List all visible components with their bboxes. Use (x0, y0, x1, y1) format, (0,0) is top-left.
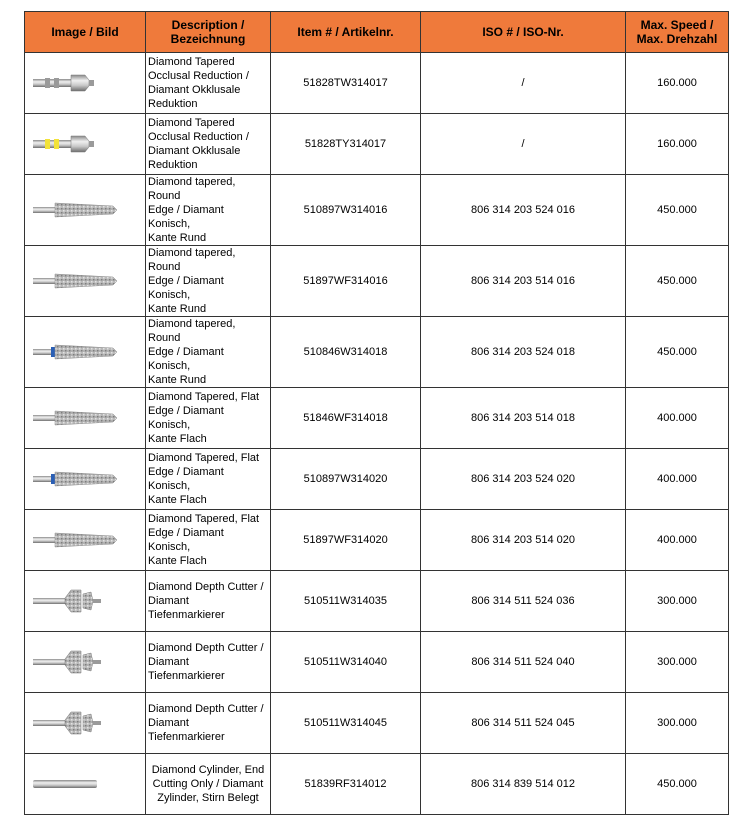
row-item-number: 510897W314020 (271, 449, 421, 510)
row-iso-number: 806 314 511 524 040 (421, 632, 626, 693)
row-image-cell (25, 449, 146, 510)
row-max-speed: 400.000 (626, 510, 729, 571)
row-iso-number: 806 314 203 514 016 (421, 246, 626, 317)
table-row (25, 175, 729, 246)
row-iso-number: / (421, 114, 626, 175)
row-image-cell (25, 53, 146, 114)
row-image-cell (25, 754, 146, 815)
diamond-tapered-bur-icon (25, 510, 145, 570)
depth-cutter-bur-icon (25, 632, 145, 692)
diamond-tapered-bur-icon (25, 180, 145, 240)
abutment-tool-grey-rings-icon (25, 53, 145, 113)
row-max-speed: 160.000 (626, 114, 729, 175)
product-table (24, 11, 729, 815)
row-description: Diamond Tapered, Flat Edge / Diamant Konisch, Kante Flach (146, 388, 271, 449)
row-image-cell (25, 246, 146, 317)
diamond-tapered-bur-blue-ring-icon (25, 322, 145, 382)
row-iso-number: 806 314 203 524 020 (421, 449, 626, 510)
table-row (25, 754, 729, 815)
row-description: Diamond Tapered Occlusal Reduction / Diamant Okklusale Reduktion (146, 114, 271, 175)
depth-cutter-bur-icon (25, 693, 145, 753)
header-image: Image / Bild (25, 12, 146, 53)
row-description: Diamond Depth Cutter / Diamant Tiefenmarkierer (146, 632, 271, 693)
row-max-speed: 300.000 (626, 571, 729, 632)
header-description: Description / Bezeichnung (146, 12, 271, 53)
row-item-number: 510846W314018 (271, 317, 421, 388)
row-description: Diamond Cylinder, End Cutting Only / Diamant Zylinder, Stirn Belegt (146, 754, 271, 815)
row-item-number: 510511W314035 (271, 571, 421, 632)
table-row (25, 53, 729, 114)
row-item-number: 51846WF314018 (271, 388, 421, 449)
diamond-tapered-bur-icon (25, 251, 145, 311)
row-iso-number: 806 314 511 524 036 (421, 571, 626, 632)
row-max-speed: 450.000 (626, 754, 729, 815)
row-item-number: 51897WF314020 (271, 510, 421, 571)
header-iso: ISO # / ISO-Nr. (421, 12, 626, 53)
row-max-speed: 400.000 (626, 388, 729, 449)
row-item-number: 51897WF314016 (271, 246, 421, 317)
row-item-number: 51828TY314017 (271, 114, 421, 175)
row-max-speed: 450.000 (626, 246, 729, 317)
row-item-number: 510511W314045 (271, 693, 421, 754)
table-row (25, 449, 729, 510)
row-description: Diamond Tapered Occlusal Reduction / Diamant Okklusale Reduktion (146, 53, 271, 114)
row-description: Diamond tapered, Round Edge / Diamant Konisch, Kante Rund (146, 317, 271, 388)
diamond-tapered-bur-blue-ring-icon (25, 449, 145, 509)
row-item-number: 51828TW314017 (271, 53, 421, 114)
table-row (25, 317, 729, 388)
table-row (25, 510, 729, 571)
row-image-cell (25, 632, 146, 693)
row-iso-number: / (421, 53, 626, 114)
row-iso-number: 806 314 203 524 016 (421, 175, 626, 246)
row-iso-number: 806 314 839 514 012 (421, 754, 626, 815)
row-max-speed: 300.000 (626, 693, 729, 754)
diamond-cylinder-bur-icon (25, 754, 145, 814)
row-image-cell (25, 114, 146, 175)
row-iso-number: 806 314 203 524 018 (421, 317, 626, 388)
row-description: Diamond Tapered, Flat Edge / Diamant Konisch, Kante Flach (146, 510, 271, 571)
table-row (25, 388, 729, 449)
row-iso-number: 806 314 203 514 018 (421, 388, 626, 449)
header-speed: Max. Speed / Max. Drehzahl (626, 12, 729, 53)
row-image-cell (25, 175, 146, 246)
row-item-number: 51839RF314012 (271, 754, 421, 815)
table-row (25, 693, 729, 754)
row-max-speed: 300.000 (626, 632, 729, 693)
row-item-number: 510897W314016 (271, 175, 421, 246)
row-max-speed: 450.000 (626, 317, 729, 388)
table-row (25, 246, 729, 317)
row-description: Diamond tapered, Round Edge / Diamant Konisch, Kante Rund (146, 246, 271, 317)
row-description: Diamond Depth Cutter / Diamant Tiefenmarkierer (146, 571, 271, 632)
depth-cutter-bur-icon (25, 571, 145, 631)
row-image-cell (25, 510, 146, 571)
row-item-number: 510511W314040 (271, 632, 421, 693)
row-description: Diamond Tapered, Flat Edge / Diamant Konisch, Kante Flach (146, 449, 271, 510)
row-image-cell (25, 693, 146, 754)
header-row (25, 12, 729, 53)
table-row (25, 114, 729, 175)
abutment-tool-yellow-rings-icon (25, 114, 145, 174)
table-row (25, 571, 729, 632)
row-image-cell (25, 317, 146, 388)
row-description: Diamond tapered, Round Edge / Diamant Konisch, Kante Rund (146, 175, 271, 246)
table-row (25, 632, 729, 693)
row-image-cell (25, 571, 146, 632)
row-max-speed: 450.000 (626, 175, 729, 246)
row-image-cell (25, 388, 146, 449)
row-iso-number: 806 314 203 514 020 (421, 510, 626, 571)
row-iso-number: 806 314 511 524 045 (421, 693, 626, 754)
row-max-speed: 160.000 (626, 53, 729, 114)
row-description: Diamond Depth Cutter / Diamant Tiefenmarkierer (146, 693, 271, 754)
header-item: Item # / Artikelnr. (271, 12, 421, 53)
diamond-tapered-bur-icon (25, 388, 145, 448)
row-max-speed: 400.000 (626, 449, 729, 510)
